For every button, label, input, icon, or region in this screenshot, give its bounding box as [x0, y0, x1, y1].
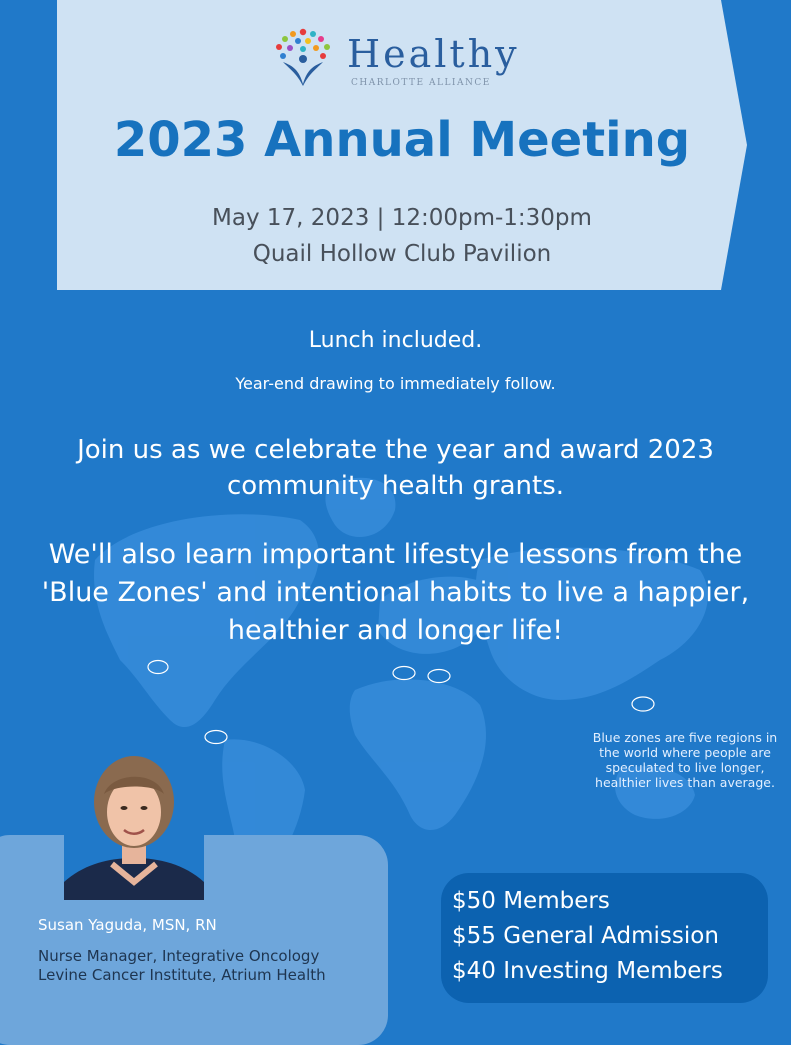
- event-details: [57, 200, 747, 272]
- blue-zone-marker-costa-rica: [203, 729, 229, 745]
- pricing-list: [452, 884, 723, 989]
- price-general-admission: $55 General Admission: [452, 923, 719, 949]
- lunch-note: Lunch included.: [308, 328, 483, 353]
- speaker-role-line: Nurse Manager, Integrative Oncology: [38, 947, 320, 965]
- blue-zone-marker-california: [146, 659, 170, 675]
- blue-zone-marker-sardinia: [391, 665, 417, 681]
- speaker-role: [38, 947, 326, 985]
- speaker-photo: [64, 742, 204, 900]
- learn-message: We'll also learn important lifestyle lessons from the 'Blue Zones' and intentional habits to live a happier, healthier and longer life!: [41, 539, 750, 646]
- price-investing-members: $40 Investing Members: [452, 958, 723, 984]
- logo-subtitle: CHARLOTTE ALLIANCE: [351, 78, 491, 88]
- join-message: Join us as we celebrate the year and award 2023 community health grants.: [77, 435, 714, 501]
- healthy-charlotte-logo: [271, 24, 521, 94]
- price-members: $50 Members: [452, 888, 610, 914]
- speaker-name: Susan Yaguda, MSN, RN: [38, 916, 217, 934]
- blue-zones-note: Blue zones are five regions in the world where people are speculated to live longer, healthier lives than average.: [592, 730, 778, 790]
- event-date-time: May 17, 2023 | 12:00pm-1:30pm: [212, 205, 592, 231]
- drawing-note: Year-end drawing to immediately follow.: [235, 374, 556, 393]
- blue-zone-marker-ikaria: [426, 668, 452, 684]
- event-venue: Quail Hollow Club Pavilion: [252, 241, 552, 267]
- logo-wordmark: Healthy: [347, 32, 520, 76]
- tree-person-icon: [271, 26, 335, 88]
- speaker-affiliation: Levine Cancer Institute, Atrium Health: [38, 966, 326, 984]
- page-title: 2023 Annual Meeting: [113, 112, 691, 168]
- blue-zone-marker-okinawa: [630, 695, 656, 713]
